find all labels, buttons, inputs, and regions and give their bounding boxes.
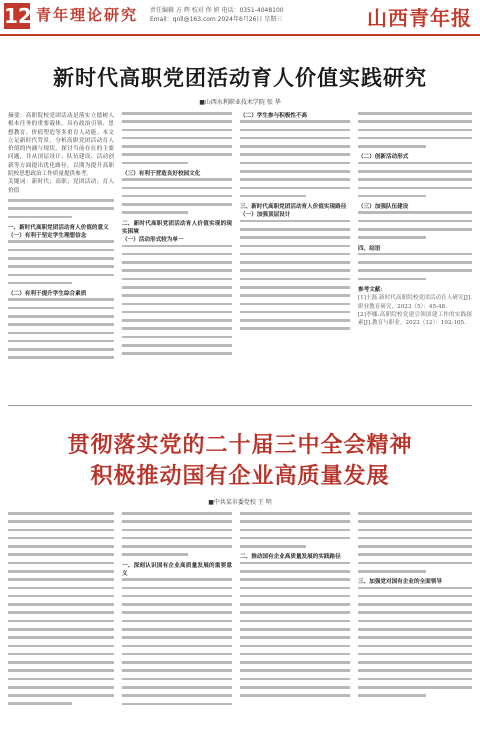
article1-title: 新时代高职党团活动育人价值实践研究 <box>53 66 427 90</box>
body-text-lines <box>240 512 350 548</box>
subsection-heading: （一）加强顶层设计 <box>240 212 291 219</box>
subsection-heading: （二）学生参与积极性不高 <box>240 113 308 119</box>
section-heading: 二、新时代高职党团活动育人价值实现的现实困境 <box>122 220 232 235</box>
body-text-lines <box>8 199 114 218</box>
body-text-lines <box>358 211 472 238</box>
body-text-lines <box>122 512 232 556</box>
editor-info: 责任编辑 方 辉 校对 佟 妍 电话：0351-4048100 <box>150 7 284 14</box>
article2-title-line2: 积极推动国有企业高质量发展 <box>90 464 390 489</box>
section-heading: 四、结语 <box>358 245 381 252</box>
body-text-lines <box>8 240 114 284</box>
section-title: 青年理论研究 <box>36 6 139 24</box>
body-text-lines <box>122 245 232 355</box>
article2-byline: ■中共某市委党校 王 明 <box>208 499 272 506</box>
body-text-lines <box>358 587 472 697</box>
section-heading: 三、新时代高职党团活动育人价值实现路径 <box>240 204 347 211</box>
body-text-lines <box>358 112 472 148</box>
subsection-heading: （一）活动形式较为单一 <box>122 237 184 244</box>
body-text-lines <box>122 178 232 214</box>
article1-keywords: 关键词：新时代；高职；党团活动；育人价值 <box>8 179 114 194</box>
body-text-lines <box>122 578 232 705</box>
page-number: 12 <box>4 4 32 28</box>
article2-column-1 <box>8 512 114 738</box>
body-text-lines <box>358 512 472 573</box>
body-text-lines <box>358 253 472 280</box>
subsection-heading: （一）有利于坚定学生理想信念 <box>8 233 87 240</box>
section-heading: 一、深刻认识国有企业高质量发展的重要意义 <box>122 562 232 577</box>
body-text-lines <box>8 512 114 705</box>
body-text-lines <box>240 562 350 697</box>
body-text-lines <box>8 298 114 359</box>
references-heading: 参考文献： <box>358 286 386 293</box>
references-list: [1]王磊.新时代高职院校党团活动育人研究[J].职业教育研究，2023（5）：45-48. [2]李娜.高职院校党建引领团建工作的实践探索[J].教育与职业，2022（12）：102-105. <box>358 295 472 327</box>
article1-column-1 <box>8 112 114 402</box>
article-divider <box>8 405 472 406</box>
subsection-heading: （三）有利于营造良好校园文化 <box>122 170 201 177</box>
body-text-lines <box>240 220 350 330</box>
article2-column-4 <box>358 512 472 738</box>
body-text-lines <box>122 112 232 164</box>
subsection-heading: （三）加强队伍建设 <box>358 204 409 211</box>
article2-column-2 <box>122 512 232 738</box>
section-heading: 一、新时代高职党团活动育人价值的意义 <box>8 224 109 231</box>
article1-column-4 <box>358 112 472 402</box>
section-heading: 二、推动国有企业高质量发展的实践路径 <box>240 554 341 561</box>
article1-abstract: 摘要：高职院校党团活动是落实立德树人根本任务的重要载体，具有政治引领、思想教育、价值塑造等多重育人功能。本文立足新时代背景，分析高职党团活动育人价值的内涵与现状，探讨当前存在的主要问题，并从顶层设计、队伍建设、活动创新等方面提出优化路径，以期为提升高职院校思想政治工作质量提供参考。 <box>8 113 114 178</box>
subsection-heading: （二）有利于提升学生综合素质 <box>8 291 87 298</box>
article2-column-3 <box>240 512 350 738</box>
section-heading: 三、加强党对国有企业的全面领导 <box>358 579 442 586</box>
article1-column-2 <box>122 112 232 402</box>
subsection-heading: （二）创新活动形式 <box>358 154 409 161</box>
body-text-lines <box>240 120 350 197</box>
issue-date: Email：qnll@163.com 2024年6月26日 星期三 <box>150 16 283 23</box>
newspaper-logo: 山西青年报 <box>367 6 472 30</box>
article1-column-3 <box>240 112 350 402</box>
article1-byline: ■山西水利职业技术学院 张 华 <box>199 99 281 106</box>
article2-title-line1: 贯彻落实党的二十届三中全会精神 <box>67 433 413 458</box>
body-text-lines <box>358 162 472 198</box>
page-header <box>0 0 480 36</box>
